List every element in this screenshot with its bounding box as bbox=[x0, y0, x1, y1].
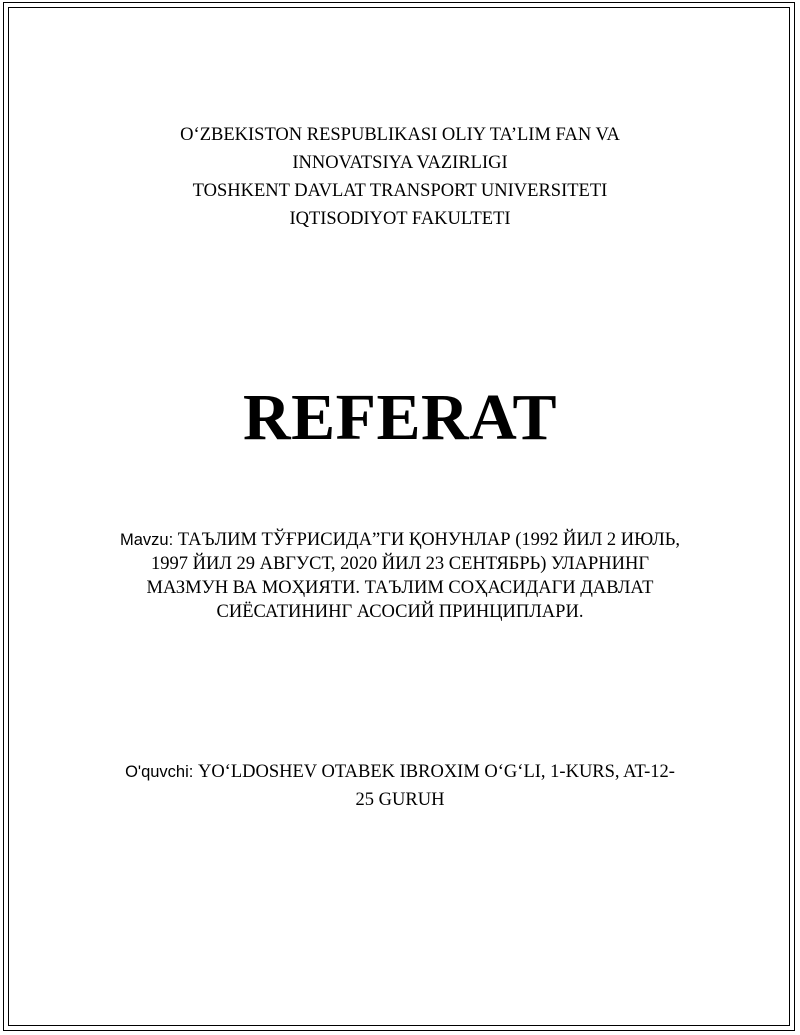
topic-line bbox=[0, 528, 800, 552]
header-line: TOSHKENT DAVLAT TRANSPORT UNIVERSITETI bbox=[192, 181, 608, 201]
student-name: YO‘LDOSHEV OTABEK IBROXIM O‘G‘LI, 1-KURS, AT-12- bbox=[197, 762, 675, 782]
topic-block bbox=[0, 528, 800, 624]
header-line: INNOVATSIYA VAZIRLIGI bbox=[292, 153, 508, 173]
document-title: REFERAT bbox=[243, 381, 557, 454]
topic-line: 1997 ЙИЛ 29 АВГУСТ, 2020 ЙИЛ 23 СЕНТЯБРЬ) УЛАРНИНГ bbox=[150, 554, 650, 574]
header-line: IQTISODIYOT FAKULTETI bbox=[289, 209, 511, 229]
header-line: O‘ZBEKISTON RESPUBLIKASI OLIY TA’LIM FAN VA bbox=[180, 125, 620, 145]
student-line bbox=[0, 758, 800, 786]
student-label: O'quvchi: bbox=[125, 763, 198, 781]
student-line: 25 GURUH bbox=[355, 790, 445, 810]
topic-line: СИЁСАТИНИНГ АСОСИЙ ПРИНЦИПЛАРИ. bbox=[216, 602, 584, 622]
topic-line: МАЗМУН ВА МОҲИЯТИ. ТАЪЛИМ СОҲАСИДАГИ ДАВЛАТ bbox=[146, 578, 654, 598]
student-block bbox=[0, 758, 800, 814]
topic-text: ТАЪЛИМ ТЎҒРИСИДА”ГИ ҚОНУНЛАР (1992 ЙИЛ 2 ИЮЛЬ, bbox=[177, 530, 681, 550]
topic-label: Mavzu: bbox=[119, 531, 178, 549]
institution-header bbox=[0, 121, 800, 233]
